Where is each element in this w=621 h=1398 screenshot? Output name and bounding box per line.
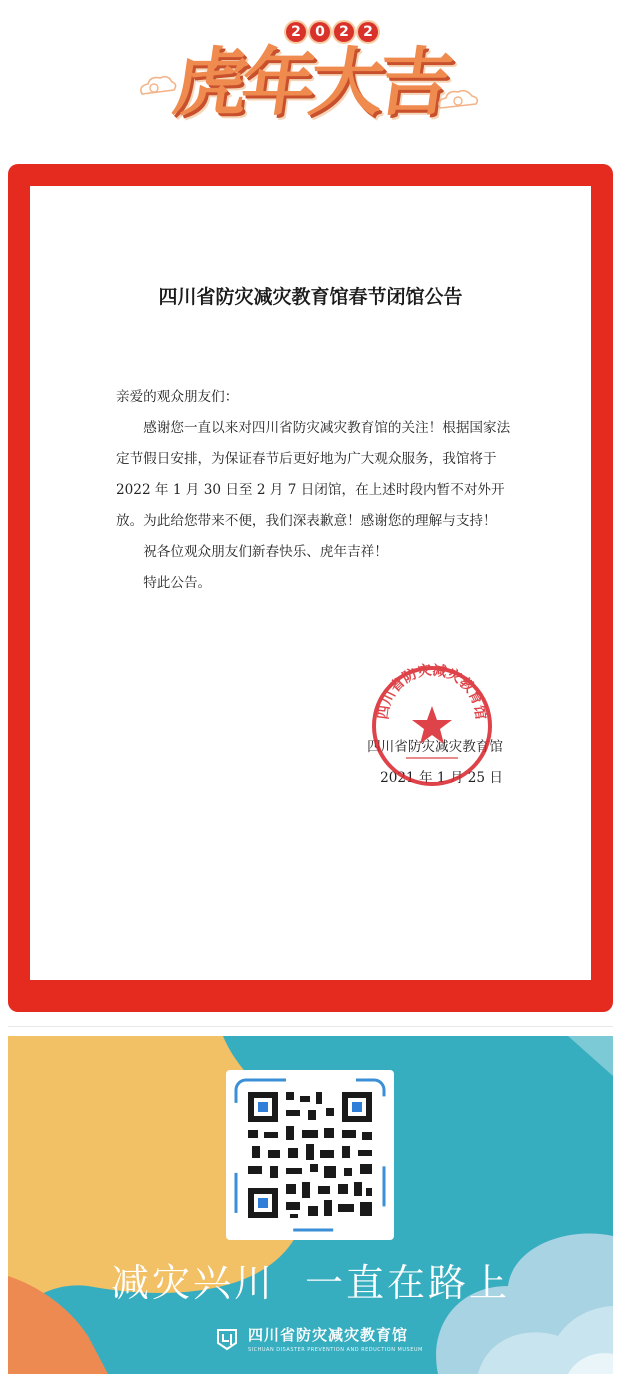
year-digit: 2 (334, 22, 354, 42)
slogan-right: 一直在路上 (305, 1261, 511, 1305)
brand-english-name: SICHUAN DISASTER PREVENTION AND REDUCTION MUSEUM (248, 1347, 423, 1353)
signature-org: 四川省防灾减灾教育馆 (367, 739, 503, 755)
year-digit: 2 (286, 22, 306, 42)
notice-greeting: 亲爱的观众朋友们： (116, 389, 239, 405)
poster-slogan (8, 1252, 613, 1307)
notice-title: 四川省防灾减灾教育馆春节闭馆公告 (158, 286, 463, 308)
banner-slogan: 虎年大吉 (167, 40, 453, 126)
notice-card (8, 164, 613, 1012)
slogan-left: 减灾兴川 (110, 1261, 275, 1305)
notice-paragraph: 祝各位观众朋友们新春快乐、虎年吉祥！ (143, 544, 388, 560)
new-year-banner (0, 0, 621, 160)
official-seal-icon (368, 662, 496, 790)
seal-text: 四川省防灾减灾教育馆 (375, 662, 489, 721)
notice-body (116, 382, 516, 599)
footer-poster (8, 1036, 613, 1374)
section-divider (8, 1026, 613, 1027)
year-digit: 2 (358, 22, 378, 42)
notice-paper (30, 186, 591, 980)
museum-brand (214, 1324, 423, 1353)
notice-paragraph: 特此公告。 (143, 575, 212, 591)
notice-paragraph: 感谢您一直以来对四川省防灾减灾教育馆的关注！根据国家法定节假日安排，为保证春节后更好地为广大观众服务，我馆将于 2022 年 1 月 30 日至 2 月 7 日闭馆，在上述时段内暂不对外开放。为此给您带来不便，我们深表歉意！感谢您的理解与支持！ (116, 420, 511, 529)
signature-date: 2021 年 1 月 25 日 (380, 770, 503, 786)
qr-code-icon (226, 1070, 394, 1240)
brand-name: 四川省防灾减灾教育馆 (248, 1326, 409, 1344)
museum-logo-icon (214, 1326, 240, 1352)
auspicious-cloud-icon (436, 84, 484, 114)
qr-code[interactable] (226, 1070, 394, 1240)
year-digit: 0 (310, 22, 330, 42)
auspicious-cloud-icon (138, 70, 178, 100)
